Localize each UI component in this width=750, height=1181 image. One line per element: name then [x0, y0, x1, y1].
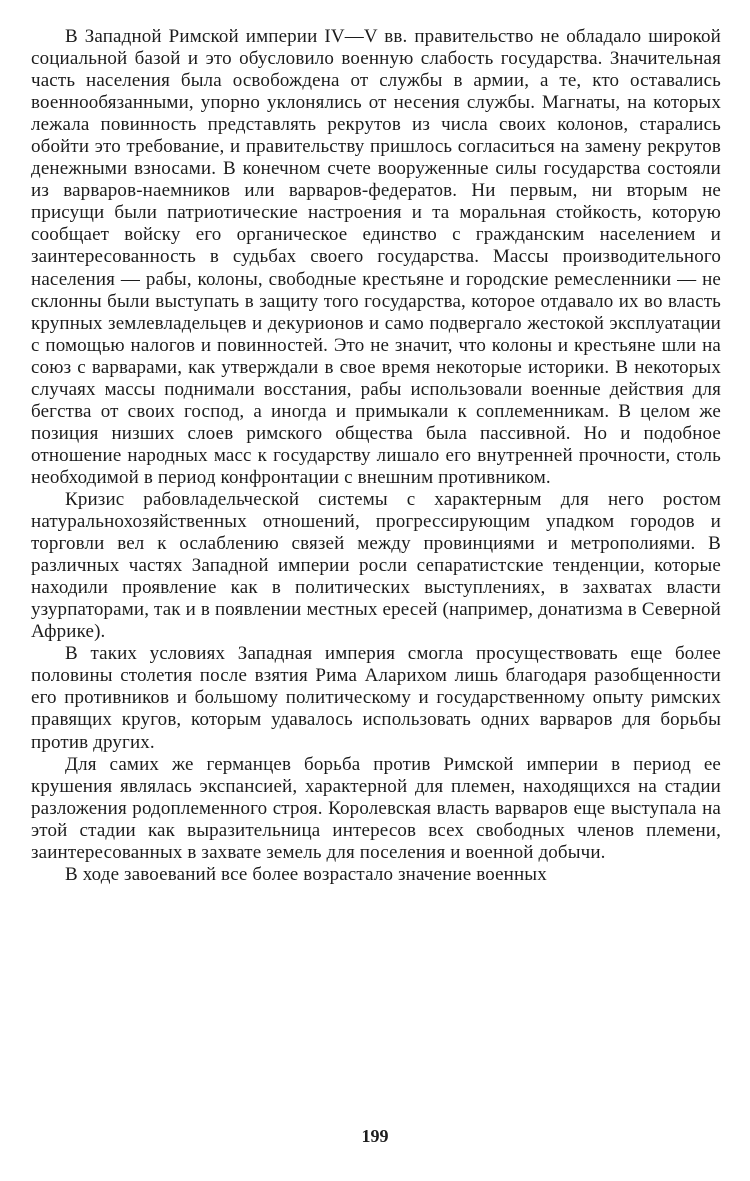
paragraph-5: В ходе завоеваний все более возрастало значение военных	[65, 863, 547, 885]
paragraph-3: В таких условиях Западная империя смогла просуществовать еще более половины столетия после взятия Рима Аларихом лишь благодаря разобщенности его противников и большому политическому и государственному опыту римских правящих кругов, которым удавалось использовать одних варваров для борьбы против других.	[31, 643, 721, 753]
paragraph-1: В Западной Римской империи IV—V вв. правительство не обладало широкой социальной базой и это обусловило военную слабость государства. Значительная часть населения была освобождена от службы в армии, а те, кто оставались военнообязанными, упорно уклонялись от несения службы. Магнаты, на которых лежала повинность представлять рекрутов из числа своих колонов, старались обойти это требование, и правительству пришлось согласиться на замену рекрутов денежными взносами. В конечном счете вооруженные силы государства состояли из варваров-наемников или варваров-федератов. Ни первым, ни вторым не присущи были патриотические настроения и та моральная стойкость, которую сообщает войску его органическое единство с гражданским населением и заинтересованность в судьбах своего государства. Массы производительного населения — рабы, колоны, свободные крестьяне и городские ремесленники — не склонны были выступать в защиту того государства, которое отдавало их во власть крупных землевладельцев и декурионов и само подвергало жестокой эксплуатации с помощью налогов и повинностей. Это не значит, что колоны и крестьяне шли на союз с варварами, как утверждали в свое время некоторые историки. В некоторых случаях массы поднимали восстания, рабы использовали военные действия для бегства от своих господ, а иногда и примыкали к соплеменникам. В целом же позиция низших слоев римского общества была пассивной. Но и подобное отношение народных масс к государству лишало его внутренней прочности, столь необходимой в период конфронтации с внешним противником.	[31, 26, 721, 488]
page-number: 199	[361, 1126, 389, 1146]
page-text	[31, 26, 721, 886]
paragraph-4: Для самих же германцев борьба против Римской империи в период ее крушения являлась экспансией, характерной для племен, находящихся на стадии разложения родоплеменного строя. Королевская власть варваров еще выступала на этой стадии как выразительница интересов всех свободных членов племени, заинтересованных в захвате земель для поселения и военной добычи.	[31, 753, 721, 863]
paragraph-2: Кризис рабовладельческой системы с характерным для него ростом натуральнохозяйственных отношений, прогрессирующим упадком городов и торговли вел к ослаблению связей между провинциями и метрополиями. В различных частях Западной империи росли сепаратистские тенденции, которые находили проявление как в политических выступлениях, в захватах власти узурпаторами, так и в появлении местных ересей (например, донатизма в Северной Африке).	[31, 488, 721, 643]
